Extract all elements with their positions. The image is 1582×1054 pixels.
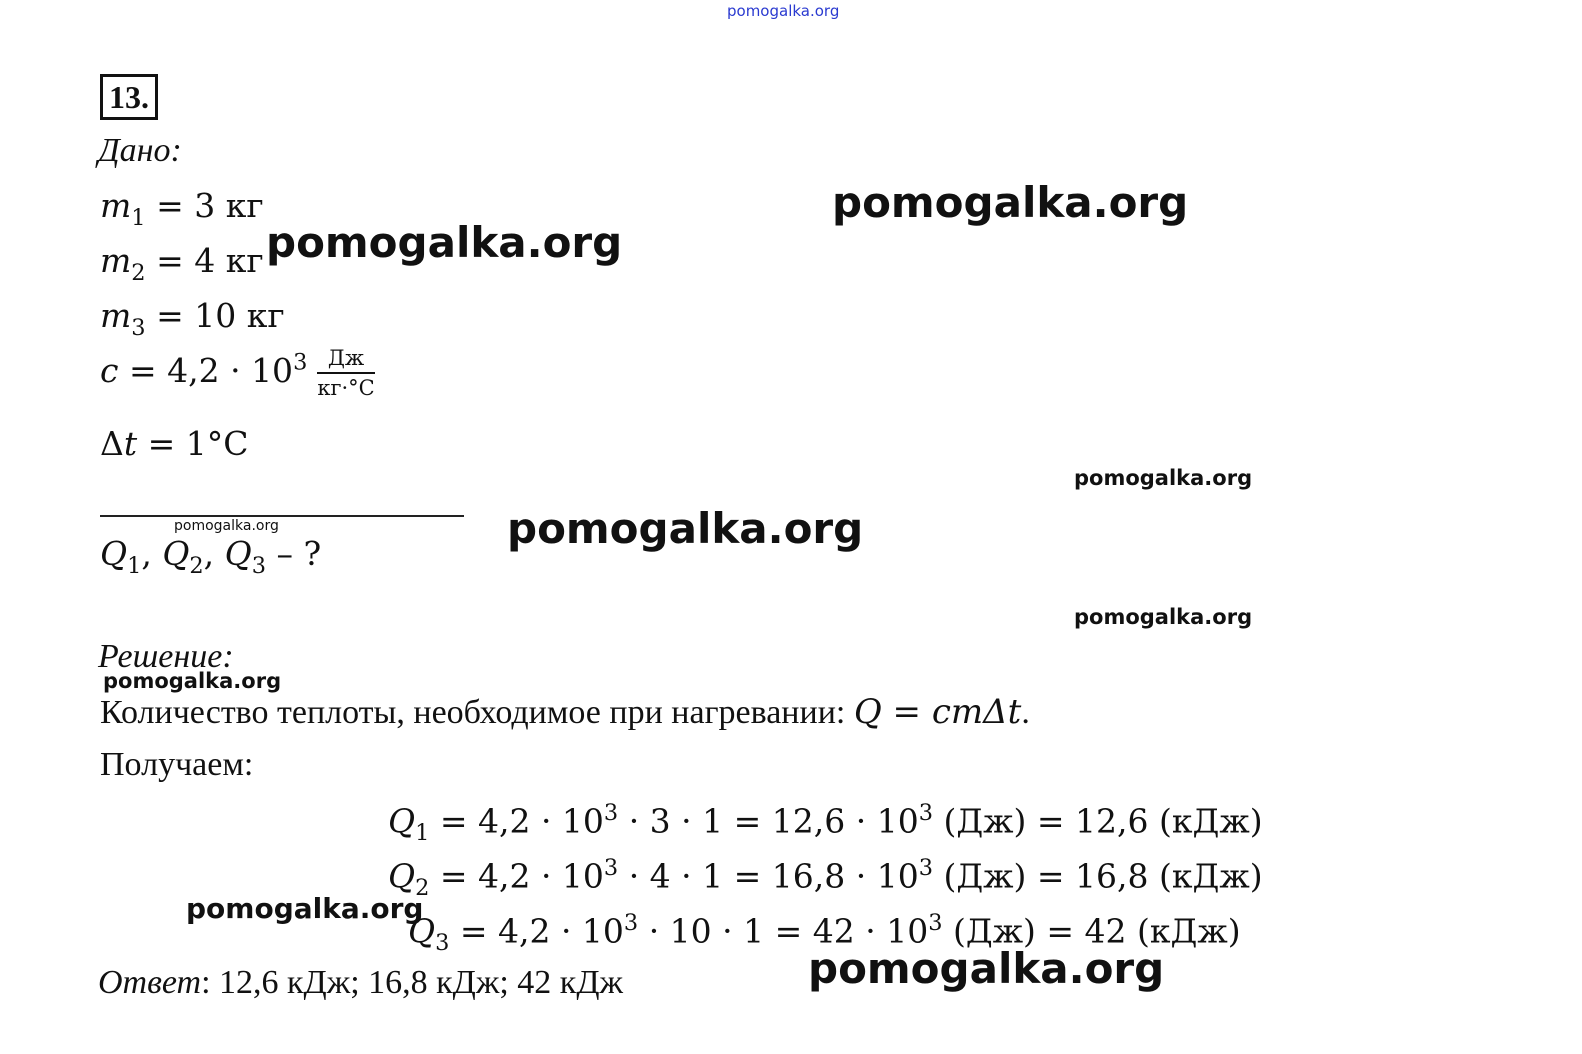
var-m: m (100, 241, 132, 280)
given-c (100, 346, 375, 400)
frac-num: Дж (317, 346, 374, 374)
given-dt (100, 424, 248, 463)
sub: 2 (415, 875, 430, 902)
sub-3: 3 (251, 552, 266, 579)
eq-a: = 4,2 · 10 (429, 801, 604, 841)
value: = 4 кг (145, 241, 264, 280)
sub-2: 2 (131, 259, 146, 286)
sub-1: 1 (131, 204, 146, 231)
eq-b: · 3 · 1 = 12,6 · 10 (618, 801, 919, 841)
formula-end: . (1021, 694, 1030, 731)
var-m: m (100, 186, 132, 225)
find-tail: – ? (266, 534, 322, 573)
var-q: Q (388, 801, 416, 841)
watermark: pomogalka.org (103, 669, 282, 693)
solution-label: Решение: (98, 638, 234, 675)
var-t: t (123, 424, 138, 463)
formula-sentence (100, 692, 1030, 732)
var-q: Q (408, 911, 436, 951)
var-c: c (100, 351, 119, 390)
var-q: Q (162, 534, 190, 573)
sep: , (203, 534, 225, 573)
equation-1 (388, 800, 1263, 846)
watermark: pomogalka.org (1074, 466, 1253, 490)
given-label: Дано: (98, 132, 182, 169)
exp: 3 (918, 800, 933, 826)
answer-text: : 12,6 кДж; 16,8 кДж; 42 кДж (201, 964, 624, 1001)
exp: 3 (928, 910, 943, 936)
eq-c: (Дж) = 12,6 (кДж) (932, 801, 1263, 841)
var-q: Q (100, 534, 128, 573)
given-m2 (100, 241, 264, 286)
sub-2: 2 (189, 552, 204, 579)
answer-line (98, 964, 623, 1002)
formula: Q = cmΔt (853, 692, 1022, 732)
sep: , (141, 534, 163, 573)
value: = 10 кг (145, 296, 285, 335)
eq-c: (Дж) = 16,8 (кДж) (932, 856, 1263, 896)
exp: 3 (918, 855, 933, 881)
value: = 1°C (137, 424, 249, 463)
equation-2 (388, 855, 1263, 901)
problem-number: 13. (100, 74, 158, 120)
eq-a: = 4,2 · 10 (429, 856, 604, 896)
watermark: pomogalka.org (808, 944, 1165, 993)
value: = 4,2 · 10 (118, 351, 294, 390)
watermark: pomogalka.org (507, 504, 864, 553)
get-text: Получаем: (100, 746, 254, 783)
watermark: pomogalka.org (174, 518, 279, 534)
answer-label: Ответ (98, 964, 202, 1001)
watermark: pomogalka.org (1074, 605, 1253, 629)
find-line (100, 534, 321, 579)
eq-a: = 4,2 · 10 (449, 911, 624, 951)
var-m: m (100, 296, 132, 335)
exp: 3 (293, 349, 308, 376)
exp: 3 (603, 855, 619, 881)
unit-fraction (317, 346, 374, 400)
exp: 3 (603, 800, 619, 826)
given-m1 (100, 186, 264, 231)
watermark: pomogalka.org (266, 218, 623, 267)
sub-3: 3 (131, 314, 146, 341)
eq-c: (Дж) = 42 (кДж) (942, 911, 1241, 951)
sub-1: 1 (127, 552, 142, 579)
sub: 1 (415, 820, 430, 847)
eq-b: · 4 · 1 = 16,8 · 10 (618, 856, 919, 896)
frac-den: кг·°C (317, 376, 375, 400)
watermark: pomogalka.org (186, 892, 424, 925)
eq-b: · 10 · 1 = 42 · 10 (638, 911, 929, 951)
given-divider (100, 515, 464, 517)
formula-text: Количество теплоты, необходимое при нагревании: (100, 694, 854, 731)
given-m3 (100, 296, 285, 341)
sub: 3 (435, 930, 450, 957)
var-q: Q (224, 534, 252, 573)
top-watermark: pomogalka.org (727, 2, 840, 20)
value: = 3 кг (145, 186, 264, 225)
exp: 3 (623, 910, 639, 936)
delta: Δ (100, 424, 124, 463)
var-q: Q (388, 856, 416, 896)
watermark: pomogalka.org (832, 178, 1189, 227)
